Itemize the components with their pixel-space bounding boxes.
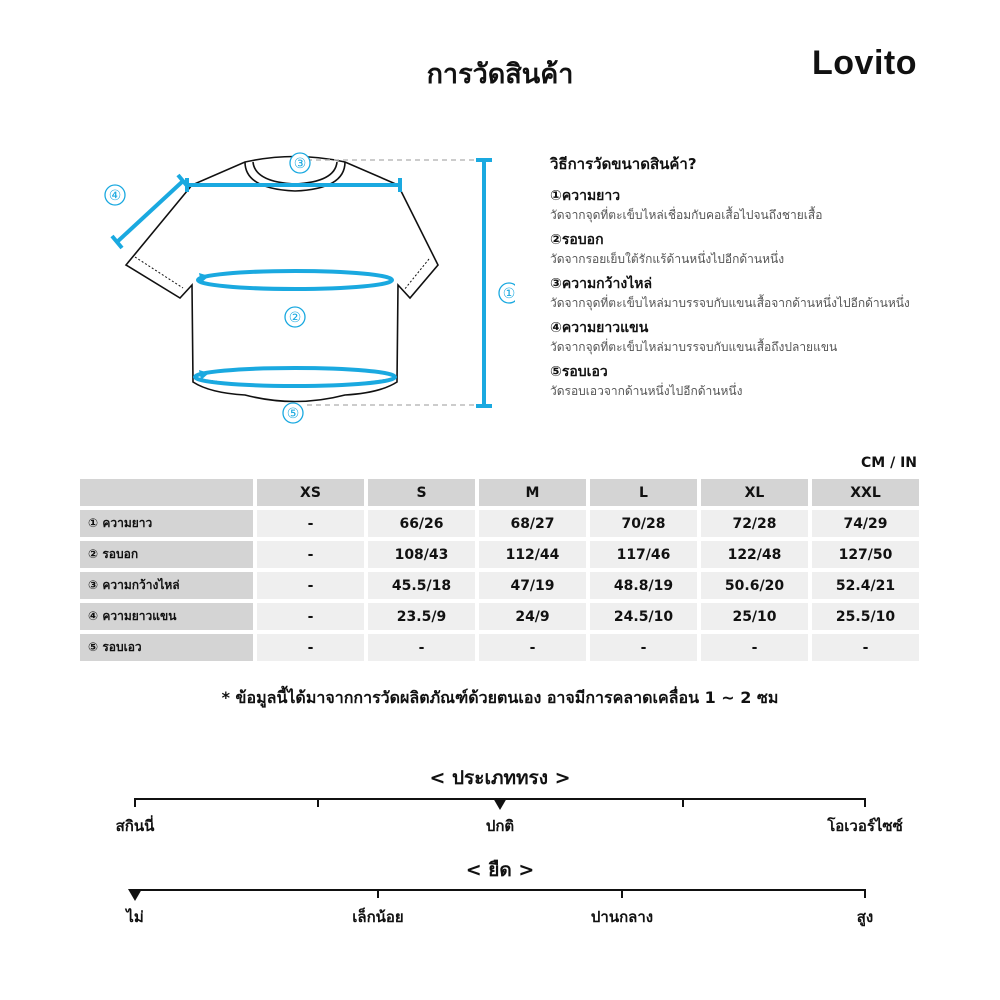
table-cell: -: [590, 634, 697, 661]
stretch-scale-title: < ยืด >: [465, 859, 535, 881]
marker-2: ②: [288, 310, 302, 326]
table-cell: 25.5/10: [812, 603, 919, 630]
table-cell: 47/19: [479, 572, 586, 599]
stretch-scale-line: [135, 889, 865, 891]
howto-step: [550, 274, 990, 312]
table-cell: 24.5/10: [590, 603, 697, 630]
howto-step-title: ②รอบอก: [550, 232, 604, 248]
stretch-label: ไม่: [126, 908, 144, 926]
fit-scale-title: < ประเภททรง >: [429, 767, 571, 789]
howto-step: [550, 362, 990, 400]
stretch-label: เล็กน้อย: [352, 908, 404, 926]
table-cell: -: [257, 510, 364, 537]
table-cell: 45.5/18: [368, 572, 475, 599]
stretch-scale-selected-marker: [128, 889, 142, 901]
size-header: L: [590, 479, 697, 506]
table-cell: -: [257, 603, 364, 630]
fit-label: สกินนี่: [115, 817, 155, 835]
table-cell: 72/28: [701, 510, 808, 537]
howto-step: [550, 318, 990, 356]
table-cell: 70/28: [590, 510, 697, 537]
fit-scale-tick: [317, 798, 319, 807]
row-label: ① ความยาว: [80, 510, 253, 537]
table-row: [80, 572, 919, 599]
howto-step-desc: วัดจากจุดที่ตะเข็บไหล่มาบรรจบกับแขนเสื้อถึงปลายแขน: [550, 340, 838, 354]
howto-step-desc: วัดรอบเอวจากด้านหนึ่งไปอีกด้านหนึ่ง: [550, 384, 743, 398]
brand-logo: Lovito: [812, 44, 917, 82]
howto-step: [550, 186, 990, 224]
stretch-scale-tick: [377, 889, 379, 898]
table-row: [80, 603, 919, 630]
table-cell: -: [257, 541, 364, 568]
table-cell: 117/46: [590, 541, 697, 568]
table-cell: 108/43: [368, 541, 475, 568]
fit-label: ปกติ: [485, 817, 515, 835]
fit-scale-tick: [864, 798, 866, 807]
page-title: การวัดสินค้า: [426, 59, 574, 90]
marker-5: ⑤: [286, 406, 300, 422]
table-cell: -: [701, 634, 808, 661]
table-cell: 66/26: [368, 510, 475, 537]
howto-panel: [550, 152, 990, 406]
table-cell: -: [257, 634, 364, 661]
size-header-blank: [80, 479, 253, 506]
howto-step-title: ④ความยาวแขน: [550, 320, 649, 336]
marker-4: ④: [108, 188, 122, 204]
tshirt-measurement-diagram: [95, 145, 515, 430]
measurement-note: * ข้อมูลนี้ได้มาจากการวัดผลิตภัณฑ์ด้วยตนเอง อาจมีการคลาดเคลื่อน 1 ~ 2 ซม: [221, 688, 779, 707]
table-cell: 127/50: [812, 541, 919, 568]
stretch-label: ปานกลาง: [590, 908, 654, 926]
table-cell: 74/29: [812, 510, 919, 537]
table-cell: -: [257, 572, 364, 599]
fit-scale-tick: [134, 798, 136, 807]
table-cell: 50.6/20: [701, 572, 808, 599]
size-header: XS: [257, 479, 364, 506]
howto-step: [550, 230, 990, 268]
howto-step-desc: วัดจากรอยเย็บใต้รักแร้ด้านหนึ่งไปอีกด้านหนึ่ง: [550, 252, 785, 266]
table-cell: -: [368, 634, 475, 661]
stretch-scale-tick: [864, 889, 866, 898]
table-cell: 23.5/9: [368, 603, 475, 630]
howto-step-desc: วัดจากจุดที่ตะเข็บไหล่มาบรรจบกับแขนเสื้อจากด้านหนึ่งไปอีกด้านหนึ่ง: [550, 296, 910, 310]
fit-scale-selected-marker: [493, 798, 507, 810]
size-header: XXL: [812, 479, 919, 506]
stretch-scale-tick: [621, 889, 623, 898]
fit-label: โอเวอร์ไซซ์: [827, 817, 903, 835]
table-row: [80, 541, 919, 568]
unit-label: CM / IN: [861, 455, 917, 471]
table-cell: 25/10: [701, 603, 808, 630]
table-cell: 48.8/19: [590, 572, 697, 599]
table-cell: -: [812, 634, 919, 661]
howto-step-title: ⑤รอบเอว: [550, 364, 608, 380]
size-header: M: [479, 479, 586, 506]
howto-step-title: ①ความยาว: [550, 188, 621, 204]
table-row: [80, 510, 919, 537]
size-header: XL: [701, 479, 808, 506]
row-label: ④ ความยาวแขน: [80, 603, 253, 630]
table-cell: -: [479, 634, 586, 661]
table-row: [80, 634, 919, 661]
row-label: ⑤ รอบเอว: [80, 634, 253, 661]
table-cell: 122/48: [701, 541, 808, 568]
howto-heading: วิธีการวัดขนาดสินค้า?: [550, 155, 697, 173]
howto-step-desc: วัดจากจุดที่ตะเข็บไหล่เชื่อมกับคอเสื้อไปจนถึงชายเสื้อ: [550, 208, 823, 222]
table-cell: 112/44: [479, 541, 586, 568]
size-header: S: [368, 479, 475, 506]
howto-step-title: ③ความกว้างไหล่: [550, 276, 653, 292]
fit-scale-tick: [682, 798, 684, 807]
table-cell: 52.4/21: [812, 572, 919, 599]
marker-3: ③: [293, 156, 307, 172]
size-header-row: [80, 479, 919, 506]
size-table: [76, 475, 923, 665]
row-label: ③ ความกว้างไหล่: [80, 572, 253, 599]
marker-1: ①: [502, 286, 515, 302]
row-label: ② รอบอก: [80, 541, 253, 568]
table-cell: 68/27: [479, 510, 586, 537]
table-cell: 24/9: [479, 603, 586, 630]
stretch-label: สูง: [856, 908, 874, 926]
